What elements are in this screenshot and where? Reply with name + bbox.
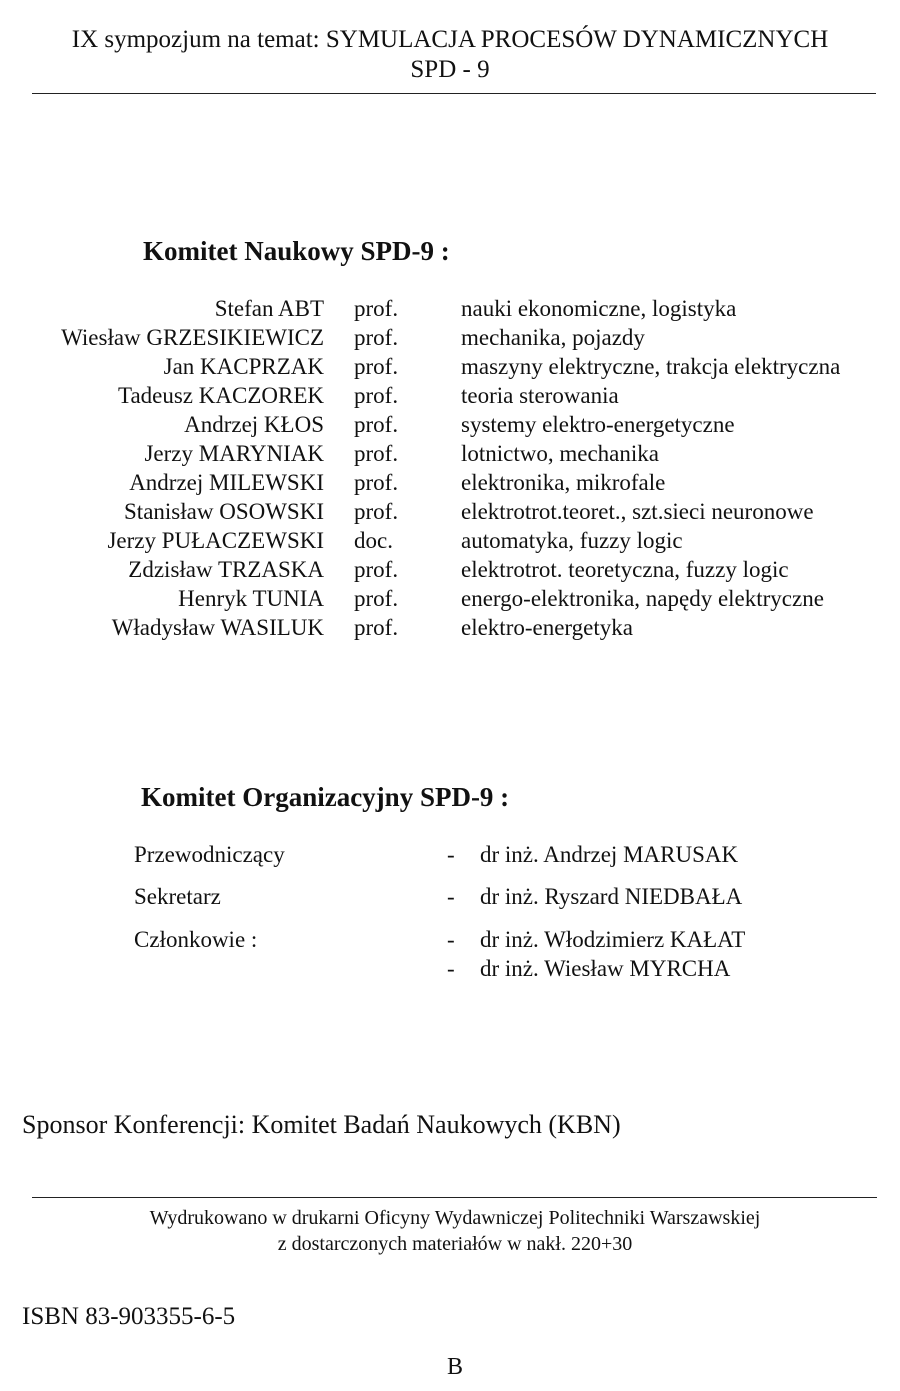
member-name: Stefan ABT xyxy=(214,296,324,321)
member-field: systemy elektro-energetyczne xyxy=(461,412,735,437)
member-title: prof. xyxy=(354,354,399,379)
page-mark: B xyxy=(446,1354,463,1380)
committee-member-row xyxy=(0,325,900,354)
chair-name: dr inż. Andrzej MARUSAK xyxy=(480,842,739,867)
member-title: prof. xyxy=(354,470,399,495)
member-name: Władysław WASILUK xyxy=(111,615,324,640)
member-2-dash: - xyxy=(447,956,455,981)
committee-member-row xyxy=(0,499,900,528)
member-field: elektro-energetyka xyxy=(461,615,633,640)
member-title: prof. xyxy=(354,412,399,437)
committee-member-row xyxy=(0,557,900,586)
printing-note-line-2: z dostarczonych materiałów w nakł. 220+30 xyxy=(277,1233,633,1255)
member-1-name: dr inż. Włodzimierz KAŁAT xyxy=(480,927,746,952)
committee-member-row xyxy=(0,412,900,441)
header-line-2: SPD - 9 xyxy=(410,56,490,83)
secretary-role: Sekretarz xyxy=(134,884,221,909)
sponsor-line: Sponsor Konferencji: Komitet Badań Naukowych (KBN) xyxy=(22,1110,621,1139)
member-field: mechanika, pojazdy xyxy=(461,325,645,350)
header-divider xyxy=(32,93,876,94)
member-name: Jerzy PUŁACZEWSKI xyxy=(107,528,324,553)
secretary-dash: - xyxy=(447,884,455,909)
member-title: prof. xyxy=(354,383,399,408)
committee-member-row xyxy=(0,528,900,557)
printing-note-line-1: Wydrukowano w drukarni Oficyny Wydawniczej Politechniki Warszawskiej xyxy=(149,1207,761,1229)
member-field: elektronika, mikrofale xyxy=(461,470,666,495)
organizing-committee-heading: Komitet Organizacyjny SPD-9 : xyxy=(141,782,510,812)
member-name: Wiesław GRZESIKIEWICZ xyxy=(61,325,324,350)
member-name: Andrzej MILEWSKI xyxy=(129,470,324,495)
member-field: elektrotrot.teoret., szt.sieci neuronowe xyxy=(461,499,814,524)
member-field: maszyny elektryczne, trakcja elektryczna xyxy=(461,354,841,379)
isbn: ISBN 83-903355-6-5 xyxy=(22,1303,236,1330)
committee-member-row xyxy=(0,441,900,470)
member-title: prof. xyxy=(354,296,399,321)
member-name: Jerzy MARYNIAK xyxy=(144,441,324,466)
member-title: prof. xyxy=(354,557,399,582)
member-name: Andrzej KŁOS xyxy=(184,412,324,437)
member-name: Jan KACPRZAK xyxy=(163,354,324,379)
member-field: energo-elektronika, napędy elektryczne xyxy=(461,586,824,611)
committee-member-row xyxy=(0,383,900,412)
member-field: automatyka, fuzzy logic xyxy=(461,528,683,553)
committee-member-row xyxy=(0,354,900,383)
member-title: prof. xyxy=(354,441,399,466)
members-role: Członkowie : xyxy=(134,927,258,952)
member-field: elektrotrot. teoretyczna, fuzzy logic xyxy=(461,557,789,582)
member-name: Zdzisław TRZASKA xyxy=(128,557,324,582)
member-title: doc. xyxy=(354,528,393,553)
committee-member-row xyxy=(0,615,900,644)
member-name: Henryk TUNIA xyxy=(178,586,324,611)
scientific-committee-heading: Komitet Naukowy SPD-9 : xyxy=(143,236,450,266)
chair-dash: - xyxy=(447,842,455,867)
member-2-name: dr inż. Wiesław MYRCHA xyxy=(480,956,731,981)
committee-member-row xyxy=(0,470,900,499)
member-field: nauki ekonomiczne, logistyka xyxy=(461,296,737,321)
chair-role: Przewodniczący xyxy=(134,842,285,867)
member-title: prof. xyxy=(354,586,399,611)
member-title: prof. xyxy=(354,615,399,640)
member-field: teoria sterowania xyxy=(461,383,619,408)
member-name: Tadeusz KACZOREK xyxy=(118,383,324,408)
member-1-dash: - xyxy=(447,927,455,952)
secretary-name: dr inż. Ryszard NIEDBAŁA xyxy=(480,884,743,909)
header-line-1: IX sympozjum na temat: SYMULACJA PROCESÓW DYNAMICZNYCH xyxy=(71,26,829,53)
member-name: Stanisław OSOWSKI xyxy=(124,499,324,524)
footer-divider xyxy=(32,1197,877,1198)
member-field: lotnictwo, mechanika xyxy=(461,441,659,466)
committee-member-row xyxy=(0,296,900,325)
member-title: prof. xyxy=(354,325,399,350)
member-title: prof. xyxy=(354,499,399,524)
committee-member-row xyxy=(0,586,900,615)
